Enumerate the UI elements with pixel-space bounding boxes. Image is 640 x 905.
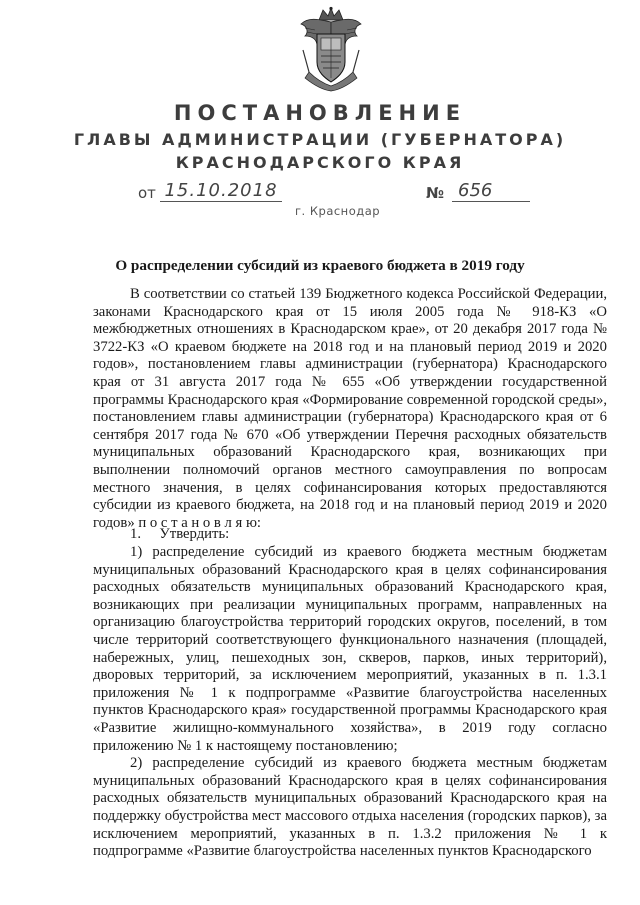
document-type-heading: ПОСТАНОВЛЕНИЕ: [173, 101, 467, 125]
number-prefix: №: [426, 184, 445, 202]
subitem-1: 1) распределение субсидий из краевого бюджета местным бюджетам муниципальных образований Краснодарского края в целях софинансирования расходных обязательств муниципальных образований Краснодарского края, возникающих при реализации муниципальных программ, направленных на организацию благоустройства территорий городских округов, поселений, в том числе территорий соответствующего функционального назначения (площадей, набережных, улиц, пешеходных зон, скверов, парков, иных территорий), дворовых территорий, за исключением мероприятий, указанных в п. 1.3.1 приложения № 1 к подпрограмме «Развитие благоустройства населенных пунктов Краснодарского края» государственной программы Краснодарского края «Развитие жилищно-коммунального хозяйства», в 2019 году согласно приложению № 1 к настоящему постановлению;: [93, 544, 607, 754]
document-date: 15.10.2018: [160, 180, 282, 202]
authority-heading: ГЛАВЫ АДМИНИСТРАЦИИ (ГУБЕРНАТОРА): [73, 130, 567, 149]
region-heading: КРАСНОДАРСКОГО КРАЯ: [175, 153, 465, 172]
date-number-row: [0, 180, 640, 206]
item-1-text: 1. Утвердить:: [130, 526, 230, 542]
subitem-2: 2) распределение субсидий из краевого бюджета местным бюджетам муниципальных образований Краснодарского края в целях софинансирования расходных обязательств муниципальных образований Краснодарского края на поддержку обустройства мест массового отдыха населения (городских парков), за исключением мероприятий, указанных в п. 1.3.2 приложения № 1 к подпрограмме «Развитие благоустройства населенных пунктов Краснодарского: [93, 755, 607, 860]
date-prefix: от: [138, 184, 156, 202]
coat-of-arms-emblem: [295, 6, 367, 92]
city-label: г. Краснодар: [295, 204, 381, 218]
decree-word: п о с т а н о в л я ю:: [138, 514, 262, 531]
subitems-block: [93, 544, 607, 861]
document-number: 656: [452, 180, 530, 202]
preamble-block: [93, 286, 607, 532]
preamble-text: В соответствии со статьей 139 Бюджетного кодекса Российской Федерации, законами Краснодарского края от 15 июля 2005 года № 918-КЗ «О межбюджетных отношениях в Краснодарском крае», от 20 декабря 2017 года № 3722-КЗ «О краевом бюджете на 2018 год и на плановый период 2019 и 2020 годов», постановлением главы администрации (губернатора) Краснодарского края от 31 августа 2017 года № 655 «Об утверждении государственной программы Краснодарского края «Формирование современной городской среды», постановлением главы администрации (губернатора) Краснодарского края от 6 сентября 2017 года № 670 «Об утверждении Перечня расходных обязательств муниципальных образований Краснодарского края, возникающих при выполнении полномочий органов местного самоуправления по вопросам местного значения, в целях софинансирования которых предоставляются субсидии из краевого бюджета, на 2018 год и на плановый период 2019 и 2020 годов»: [93, 286, 607, 531]
preamble-paragraph: [93, 286, 607, 532]
item-1-block: [93, 526, 607, 544]
document-title: О распределении субсидий из краевого бюджета в 2019 году: [115, 257, 525, 274]
